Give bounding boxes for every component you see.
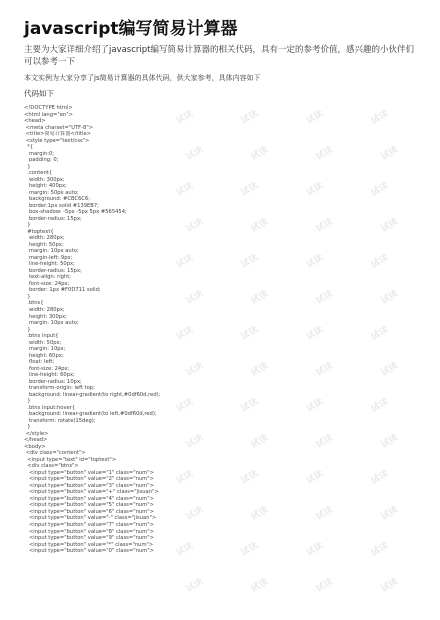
code-line: border-radius: 10px; xyxy=(24,378,82,385)
watermark-text: 试读 xyxy=(184,144,206,163)
code-line: <input type="button" value="+" class="jisuan"> xyxy=(24,489,159,496)
watermark-text: 试读 xyxy=(314,360,336,379)
code-block xyxy=(24,105,414,555)
code-line: <body> xyxy=(24,443,46,450)
document-title: javascript编写简易计算器 xyxy=(24,19,238,39)
watermark-text: 试读 xyxy=(379,288,401,307)
code-line: border-radius: 15px; xyxy=(24,267,82,274)
watermark-text: 试读 xyxy=(239,180,261,199)
watermark-text: 试读 xyxy=(304,108,326,127)
watermark-text: 试读 xyxy=(369,468,391,487)
watermark-text: 试读 xyxy=(184,216,206,235)
code-line: <input type="button" value="8" class="num"> xyxy=(24,528,154,535)
code-line: </head> xyxy=(24,437,48,444)
watermark-text: 试读 xyxy=(304,540,326,559)
code-line: width: 300px; xyxy=(24,176,65,183)
code-line: margin: 10px auto; xyxy=(24,320,79,327)
code-line: margin-left: 9px; xyxy=(24,254,73,261)
watermark-text: 试读 xyxy=(369,540,391,559)
code-line: .btns{ xyxy=(24,300,44,307)
code-line: font-size: 24px; xyxy=(24,280,70,287)
watermark-text: 试读 xyxy=(314,504,336,523)
code-line: <input type="button" value="9" class="num"> xyxy=(24,535,154,542)
watermark-text: 试读 xyxy=(174,180,196,199)
code-line: } xyxy=(24,293,31,300)
watermark-text: 试读 xyxy=(369,108,391,127)
code-line: </style> xyxy=(24,430,49,437)
code-line: border-radius: 15px; xyxy=(24,215,82,222)
watermark-text: 试读 xyxy=(174,468,196,487)
watermark-text: 试读 xyxy=(314,432,336,451)
code-line: transform-origin: left top; xyxy=(24,385,95,392)
code-line: <head> xyxy=(24,118,46,125)
watermark-text: 试读 xyxy=(369,252,391,271)
code-line: box-shadow: -5px -5px 5px #565454; xyxy=(24,209,127,216)
code-line: background: linear-gradient(to left,#0df60d,red); xyxy=(24,411,157,418)
watermark-text: 试读 xyxy=(304,468,326,487)
code-line: text-align: right; xyxy=(24,274,72,281)
code-line: <meta charset="UTF-8"> xyxy=(24,124,94,131)
code-line: <input type="button" value="3" class="num"> xyxy=(24,482,154,489)
watermark-text: 试读 xyxy=(249,144,271,163)
code-line: margin:0; xyxy=(24,150,55,157)
watermark-text: 试读 xyxy=(239,252,261,271)
watermark-text: 试读 xyxy=(184,504,206,523)
watermark-text: 试读 xyxy=(314,288,336,307)
code-line: <input type="button" value="6" class="num"> xyxy=(24,508,154,515)
code-line: padding: 0; xyxy=(24,157,59,164)
watermark-text: 试读 xyxy=(174,540,196,559)
watermark-text: 试读 xyxy=(314,216,336,235)
watermark-text: 试读 xyxy=(369,324,391,343)
watermark-text: 试读 xyxy=(174,108,196,127)
code-line: .btns input:hover{ xyxy=(24,404,76,411)
watermark-text: 试读 xyxy=(314,144,336,163)
code-line: .btns input{ xyxy=(24,333,59,340)
watermark-text: 试读 xyxy=(249,288,271,307)
watermark-text: 试读 xyxy=(184,432,206,451)
watermark-text: 试读 xyxy=(379,432,401,451)
watermark-text: 试读 xyxy=(249,576,271,595)
code-line: <div class="content"> xyxy=(24,450,86,457)
watermark-text: 试读 xyxy=(174,252,196,271)
code-line: float: left; xyxy=(24,359,55,366)
code-line: <input type="button" value="*" class="num"> xyxy=(24,541,154,548)
watermark-text: 试读 xyxy=(239,396,261,415)
watermark-text: 试读 xyxy=(239,468,261,487)
code-line: <input type="button" value="5" class="num"> xyxy=(24,502,154,509)
watermark-text: 试读 xyxy=(304,324,326,343)
code-line: line-height: 60px; xyxy=(24,372,75,379)
watermark-text: 试读 xyxy=(184,360,206,379)
watermark-text: 试读 xyxy=(184,288,206,307)
code-line: <input type="button" value="4" class="num"> xyxy=(24,495,154,502)
code-line: line-height: 50px; xyxy=(24,261,75,268)
code-line: <input type="button" value="2" class="num"> xyxy=(24,476,154,483)
code-line: } xyxy=(24,326,31,333)
code-line: margin: 10px auto; xyxy=(24,248,79,255)
watermark-text: 试读 xyxy=(249,216,271,235)
code-line: <title>简易计算器</title> xyxy=(24,131,92,138)
code-line: <div class="btns"> xyxy=(24,463,79,470)
code-line: transform: rotate(15deg); xyxy=(24,417,96,424)
code-line: margin: 10px; xyxy=(24,346,66,353)
code-line: height: 50px; xyxy=(24,241,64,248)
watermark-text: 试读 xyxy=(174,396,196,415)
code-line: width: 280px; xyxy=(24,235,65,242)
code-line: } xyxy=(24,424,31,431)
watermark-text: 试读 xyxy=(304,180,326,199)
watermark-text: 试读 xyxy=(249,360,271,379)
code-line: <input type="button" value="0" class="num"> xyxy=(24,548,154,555)
code-line: .content{ xyxy=(24,170,53,177)
code-line: background: #CBC6C6; xyxy=(24,196,91,203)
watermark-text: 试读 xyxy=(379,504,401,523)
code-line: font-size: 24px; xyxy=(24,365,70,372)
watermark-text: 试读 xyxy=(369,396,391,415)
code-line: height: 60px; xyxy=(24,352,64,359)
watermark-text: 试读 xyxy=(369,180,391,199)
code-line: border:1px solid #139EB7; xyxy=(24,202,99,209)
code-line: *{ xyxy=(24,144,34,151)
watermark-text: 试读 xyxy=(304,252,326,271)
watermark-text: 试读 xyxy=(379,360,401,379)
watermark-text: 试读 xyxy=(249,504,271,523)
code-line: <input type="button" value="7" class="num"> xyxy=(24,522,154,528)
code-line: height: 400px; xyxy=(24,183,67,190)
code-line: } xyxy=(24,222,31,229)
watermark-text: 试读 xyxy=(184,576,206,595)
code-line: #toptext{ xyxy=(24,228,54,235)
code-line: background: linear-gradient(to right,#0df60d,red); xyxy=(24,391,161,398)
watermark-text: 试读 xyxy=(174,324,196,343)
code-line: margin: 50px auto; xyxy=(24,189,79,196)
watermark-text: 试读 xyxy=(379,576,401,595)
watermark-text: 试读 xyxy=(304,396,326,415)
code-heading: 代码如下 xyxy=(24,89,54,98)
code-line: } xyxy=(24,163,31,170)
code-line: } xyxy=(24,398,31,405)
code-line: <input type="text" id="toptext"> xyxy=(24,456,117,463)
code-line: width: 280px; xyxy=(24,306,65,313)
watermark-text: 试读 xyxy=(379,216,401,235)
document-subintro: 本文实例为大家分享了js简易计算器的具体代码，供大家参考，具体内容如下 xyxy=(24,74,261,82)
code-line: <html lang="en"> xyxy=(24,111,73,118)
watermark-text: 试读 xyxy=(379,144,401,163)
code-line: height: 300px; xyxy=(24,313,67,320)
code-line: width: 50px; xyxy=(24,339,62,346)
document-intro: 主要为大家详细介绍了javascript编写简易计算器的相关代码，具有一定的参考价值，感兴趣的小伙伴们可以参考一下 xyxy=(24,45,414,67)
watermark-text: 试读 xyxy=(314,576,336,595)
watermark-text: 试读 xyxy=(239,108,261,127)
code-line: <input type="button" value="-" class="jisuan"> xyxy=(24,515,157,522)
watermark-text: 试读 xyxy=(239,540,261,559)
code-line: <input type="button" value="1" class="num"> xyxy=(24,469,154,476)
code-line: border: 1px #F0D711 solid; xyxy=(24,287,101,294)
code-line: <!DOCTYPE html> xyxy=(24,105,73,111)
watermark-text: 试读 xyxy=(249,432,271,451)
code-line: <style type="text/css"> xyxy=(24,137,90,144)
watermark-text: 试读 xyxy=(239,324,261,343)
